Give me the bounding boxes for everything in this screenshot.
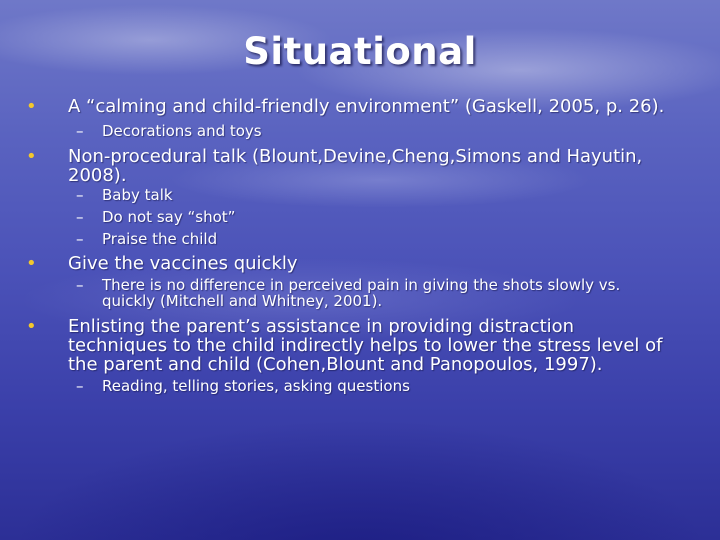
dash-icon: –: [76, 122, 84, 140]
bullet-item: [26, 317, 676, 374]
bullet-icon: •: [26, 316, 37, 337]
bullet-item: [26, 254, 676, 273]
sub-bullet-text: Do not say “shot”: [102, 208, 236, 226]
dash-icon: –: [76, 230, 84, 248]
bullet-icon: •: [26, 253, 37, 274]
bullet-item: [26, 147, 676, 185]
bullet-text: Enlisting the parent’s assistance in providing distraction techniques to the child indirectly helps to lower the stress level of the parent and child (Cohen,Blount and Panopoulos, 1997).: [68, 316, 663, 375]
sub-bullet-text: Praise the child: [102, 230, 218, 248]
dash-icon: –: [76, 377, 84, 395]
sub-bullet-item: [76, 209, 676, 225]
sub-bullet-item: [76, 187, 676, 203]
sub-bullet-text: There is no difference in perceived pain in giving the shots slowly vs. quickly (Mitchell and Whitney, 2001).: [102, 276, 621, 310]
dash-icon: –: [76, 186, 84, 204]
sub-bullet-text: Reading, telling stories, asking questions: [102, 377, 410, 395]
bullet-item: [26, 97, 676, 116]
sub-bullet-item: [76, 231, 676, 247]
sub-bullet-text: Baby talk: [102, 186, 173, 204]
slide-title: Situational: [243, 30, 477, 73]
sub-bullet-item: [76, 123, 676, 139]
sub-bullet-item: [76, 277, 666, 309]
sub-bullet-item: [76, 378, 676, 394]
dash-icon: –: [76, 276, 84, 294]
bullet-text: A “calming and child-friendly environment” (Gaskell, 2005, p. 26).: [68, 96, 665, 117]
sub-bullet-text: Decorations and toys: [102, 122, 262, 140]
dash-icon: –: [76, 208, 84, 226]
bullet-text: Non-procedural talk (Blount,Devine,Cheng,Simons and Hayutin, 2008).: [68, 146, 643, 186]
bullet-icon: •: [26, 146, 37, 167]
bullet-icon: •: [26, 96, 37, 117]
bullet-text: Give the vaccines quickly: [68, 253, 298, 274]
